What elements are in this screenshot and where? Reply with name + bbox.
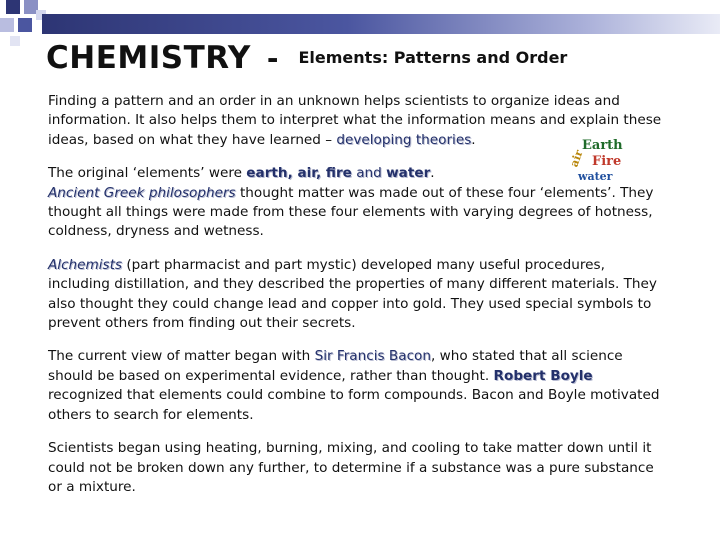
text: Scientists began using heating, burning, mixing, and cooling to take matter down until it could not be broken down any further, to determine if a substance was a pure substance or a mixture. [48, 440, 654, 495]
title-separator: - [266, 42, 279, 75]
term-francis-bacon: Sir Francis Bacon [314, 348, 431, 365]
title-subtitle: Elements: Patterns and Order [298, 48, 568, 67]
term-developing-theories: developing theories [336, 131, 472, 148]
paragraph-scientists [48, 439, 668, 497]
paragraph-current-view [48, 347, 668, 425]
page-title [46, 40, 567, 76]
text-and: and [351, 165, 387, 182]
text: The original ‘elements’ were [48, 165, 247, 182]
text: thought matter was made out of these four ‘elements’. They thought all things were made from these four elements with varying degrees of hotness, coldness, dryness and wetness. [48, 184, 654, 240]
title-bar [42, 14, 720, 34]
term-ancient-greek-philosophers: Ancient Greek philosophers [48, 184, 236, 201]
emblem-word-earth: Earth [582, 138, 623, 153]
term-robert-boyle: Robert Boyle [493, 367, 593, 384]
emblem-word-fire: Fire [592, 154, 622, 169]
text: Finding a pattern and an order in an unknown helps scientists to organize ideas and information. It also helps them to interpret what the information means and explain these ideas, based on what they have learned – [48, 93, 662, 148]
text: , who stated that all science should be based on experimental evidence, rather than thought. [48, 348, 623, 384]
emblem-word-air: air [567, 148, 586, 169]
title-main: CHEMISTRY [46, 40, 251, 76]
text: . [430, 165, 435, 182]
term-water: water [386, 165, 431, 182]
term-earth-air-fire: earth, air, fire [246, 165, 352, 182]
four-elements-emblem [567, 138, 623, 188]
term-alchemists: Alchemists [48, 256, 123, 273]
emblem-word-water: water [578, 170, 613, 183]
text: recognized that elements could combine to form compounds. Bacon and Boyle motivated others to search for elements. [48, 387, 660, 423]
text: . [471, 131, 476, 148]
text: The current view of matter began with [48, 348, 315, 365]
text: (part pharmacist and part mystic) developed many useful procedures, including distillation, and they described the properties of many different materials. They also thought they could change lead and copper into gold. They used special symbols to prevent others from finding out their secrets. [48, 256, 657, 332]
paragraph-alchemists [48, 256, 668, 334]
